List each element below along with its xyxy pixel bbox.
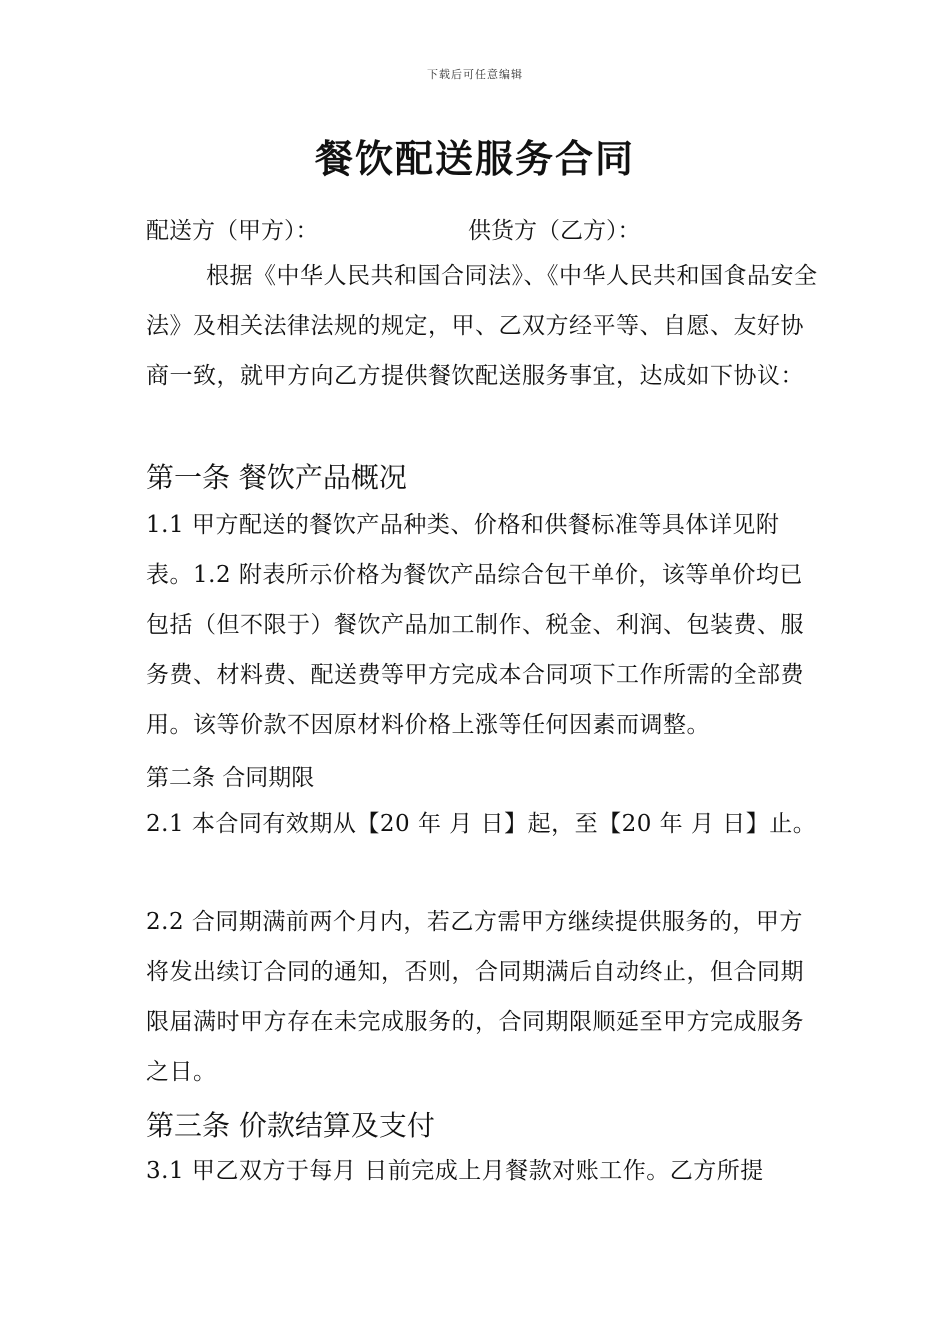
preamble-paragraph: 根据《中华人民共和国合同法》、《中华人民共和国食品安全法》及相关法律法规的规定，甲、乙双方经平等、自愿、友好协商一致，就甲方向乙方提供餐饮配送服务事宜，达成如下协议： bbox=[146, 263, 818, 389]
header-note: 下载后可任意编辑 bbox=[427, 68, 523, 81]
article3-clause1: 3.1 甲乙双方于每月 日前完成上月餐款对账工作。乙方所提 bbox=[146, 1158, 764, 1184]
document-title: 餐饮配送服务合同 bbox=[314, 137, 635, 181]
party-b-label: 供货方（乙方）： bbox=[468, 218, 641, 244]
party-a-label: 配送方（甲方）： bbox=[146, 218, 319, 244]
article1-text: 1.1 甲方配送的餐饮产品种类、价格和供餐标准等具体详见附表。1.2 附表所示价格为餐饮产品综合包干单价，该等单价均已包括（但不限于）餐饮产品加工制作、税金、利润、包装费、服务费、材料费、配送费等甲方完成本合同项下工作所需的全部费用。该等价款不因原材料价格上涨等任何因素而调整。 bbox=[146, 512, 804, 738]
article2-heading: 第二条 合同期限 bbox=[146, 765, 315, 791]
article2-clause1: 2.1 本合同有效期从【20 年 月 日】起，至【20 年 月 日】止。 bbox=[146, 811, 817, 837]
article2-clause2: 2.2 合同期满前两个月内，若乙方需甲方继续提供服务的，甲方将发出续订合同的通知，否则，合同期满后自动终止，但合同期限届满时甲方存在未完成服务的，合同期限顺延至甲方完成服务之日。 bbox=[146, 909, 804, 1085]
article3-heading: 第三条 价款结算及支付 bbox=[146, 1109, 435, 1142]
article1-heading: 第一条 餐饮产品概况 bbox=[146, 461, 407, 494]
